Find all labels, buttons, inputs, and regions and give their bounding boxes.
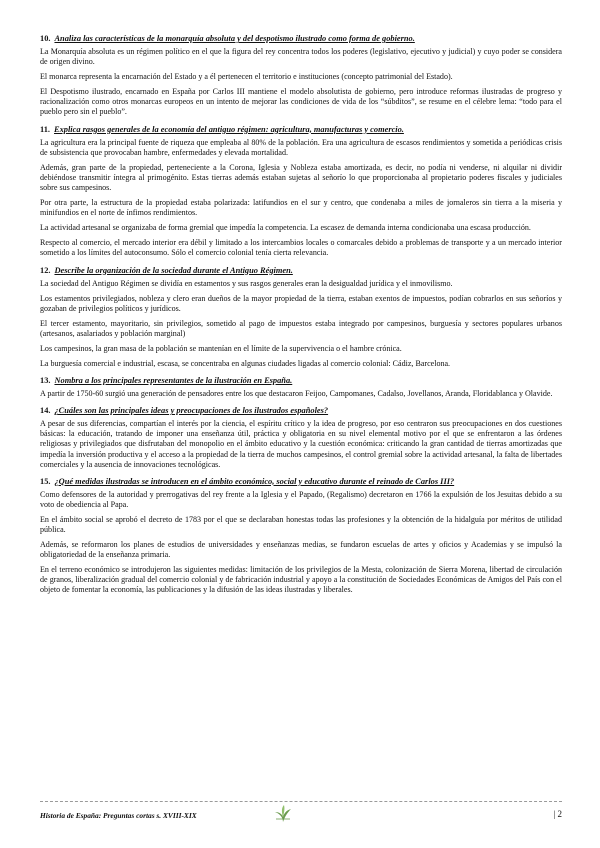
answer-paragraph: En el terreno económico se introdujeron las siguientes medidas: limitación de los privilegios de la Mesta, colonización de Sierra Morena, libertad de circulación de granos, liberalización gradual del comercio colonial y de fabricación industrial y apoyo a la constitución de Sociedades Económicas de Amigos del País con el objeto de fomentar la economía, las publicaciones y la difusión de las ideas ilustradas y liberales. [40, 565, 562, 595]
answer [40, 419, 562, 469]
answer-paragraph: Además, gran parte de la propiedad, perteneciente a la Corona, Iglesia y Nobleza estaba amortizada, es decir, no podía ni venderse, ni alquilar ni dividir debiéndose transmitir íntegra al primogénito. Estas tierras además estaban sujetas al señorío lo que proporcionaba al propietario poderes fiscales y judiciales sobre sus campesinos. [40, 162, 562, 192]
question-heading [40, 477, 562, 487]
document-body [40, 34, 562, 603]
answer-paragraph: Como defensores de la autoridad y prerrogativas del rey frente a la Iglesia y el Papado, (Regalismo) decretaron en 1766 la expulsión de los Jesuitas debido a su voto de obediencia al Papa. [40, 489, 562, 509]
question-section [40, 406, 562, 469]
question-number: 10. [40, 34, 51, 43]
answer-paragraph: Respecto al comercio, el mercado interior era débil y limitado a los intercambios locales o comarcales debido a problemas de transporte y a un mercado interior sometido a los límites del autoconsumo. Sólo el comercio colonial tenía cierta relevancia. [40, 238, 562, 258]
question-heading [40, 266, 562, 276]
question-title: ¿Cuáles son las principales ideas y preocupaciones de los ilustrados españoles? [54, 406, 329, 416]
question-heading [40, 406, 562, 416]
leaf-logo-icon [272, 804, 294, 824]
answer-paragraph: En el ámbito social se aprobó el decreto de 1783 por el que se declaraban honestas todas las profesiones y la obtención de la hidalguía por méritos de utilidad pública. [40, 514, 562, 534]
question-heading [40, 125, 562, 135]
answer-paragraph: Los campesinos, la gran masa de la población se mantenían en el límite de la supervivencia o el hambre crónica. [40, 343, 402, 353]
answer-paragraph: Los estamentos privilegiados, nobleza y clero eran dueños de la mayor propiedad de la tierra, estaban exentos de impuestos, podían cobrarlos en sus señoríos y gozaban de privilegios políticos y jurídicos. [40, 293, 562, 313]
question-section [40, 477, 562, 596]
footer-divider [40, 801, 562, 802]
question-number: 15. [40, 476, 51, 486]
question-title: Explica rasgos generales de la economía del antiguo régimen: agricultura, manufacturas y comercio. [54, 124, 404, 134]
answer-paragraph: A partir de 1750-60 surgió una generación de pensadores entre los que destacaron Feijoo, Campomanes, Cadalso, Jovellanos, Aranda, Floridablanca y Olavide. [40, 389, 553, 399]
answer-paragraph: Además, se reformaron los planes de estudios de universidades y enseñanzas medias, se fundaron escuelas de artes y oficios y Academias y se impulsó la obligatoriedad de la enseñanza primaria. [40, 540, 562, 560]
question-number: 14. [40, 406, 51, 416]
answer [40, 490, 562, 596]
answer-paragraph: A pesar de sus diferencias, compartían el interés por la ciencia, el espíritu crítico y la idea de progreso, por eso centraron sus preocupaciones en dos cuestiones básicas: la educación, tratando de imponer una enseñanza útil, práctica y obligatoria en su nivel elemental motivo por el que se enfrentaron a las órdenes religiosas y privilegiados que disfrutaban del monopolio en el ámbito educativo y la cuestión económica: criticando la gran cantidad de tierras amortizadas que impedía la inversión productiva y el acceso a la propiedad de la tierra de muchos campesinos, el control gremial sobre la actividad artesanal, la falta de libertades comerciales y la ausencia de innovaciones tecnológicas. [40, 419, 562, 469]
question-title: Analiza las características de la monarquía absoluta y del despotismo ilustrado como forma de gobierno. [54, 34, 415, 43]
question-section [40, 266, 562, 370]
answer-paragraph: La Monarquía absoluta es un régimen político en el que la figura del rey concentra todos los poderes (legislativo, ejecutivo y judicial) y cuyo poder se considera de origen divino. [40, 47, 562, 67]
answer-paragraph: El tercer estamento, mayoritario, sin privilegios, sometido al pago de impuestos estaba integrado por campesinos, burguesía y sectores populares urbanos (artesanos, asalariados y población marginal) [40, 318, 562, 338]
answer-paragraph: El monarca representa la encarnación del Estado y a él pertenecen el territorio e instituciones (concepto patrimonial del Estado). [40, 72, 453, 82]
question-section [40, 34, 562, 118]
answer-paragraph: Por otra parte, la estructura de la propiedad estaba polarizada: latifundios en el sur y centro, que condenaba a miles de jornaleros sin tierra a la miseria y minifundios en el norte de ínfimos rendimientos. [40, 198, 562, 218]
page-footer [40, 801, 562, 831]
question-title: Nombra a los principales representantes de la ilustración en España. [54, 376, 293, 386]
question-section [40, 376, 562, 399]
question-section [40, 125, 562, 259]
answer-paragraph: El Despotismo ilustrado, encarnado en España por Carlos III mantiene el modelo absolutista de gobierno, pero introduce reformas ilustradas de progreso y racionalización como otros monarcas europeos en un intento de mejorar las condiciones de vida de los “súbditos”, se resume en el célebre lema: “todo para el pueblo pero sin el pueblo”. [40, 87, 562, 117]
answer-paragraph: La actividad artesanal se organizaba de forma gremial que impedía la competencia. La escasez de demanda interna condicionaba una escasa producción. [40, 223, 531, 233]
answer [40, 389, 562, 399]
question-heading [40, 34, 562, 44]
question-heading [40, 376, 562, 386]
answer [40, 279, 562, 370]
answer-paragraph: La burguesía comercial e industrial, escasa, se concentraba en algunas ciudades ligadas al comercio colonial: Cádiz, Barcelona. [40, 359, 451, 369]
question-number: 12. [40, 265, 51, 275]
question-number: 11. [40, 124, 51, 134]
answer [40, 138, 562, 259]
question-number: 13. [40, 376, 51, 386]
question-title: ¿Qué medidas ilustradas se introducen en el ámbito económico, social y educativo durante el reinado de Carlos III? [54, 476, 455, 486]
answer-paragraph: La sociedad del Antiguo Régimen se dividía en estamentos y sus rasgos generales eran la desigualdad jurídica y el inmovilismo. [40, 278, 453, 288]
sections [40, 34, 562, 596]
answer [40, 47, 562, 118]
page-number: | 2 [553, 809, 562, 819]
footer-title: Historia de España: Preguntas cortas s. XVIII-XIX [40, 811, 197, 820]
answer-paragraph: La agricultura era la principal fuente de riqueza que empleaba al 80% de la población. Era una agricultura de escasos rendimientos y sometida a periódicas crisis de subsistencia que provocaban hambre, enfermedades y elevada mortalidad. [40, 137, 562, 157]
question-title: Describe la organización de la sociedad durante el Antiguo Régimen. [54, 265, 293, 275]
